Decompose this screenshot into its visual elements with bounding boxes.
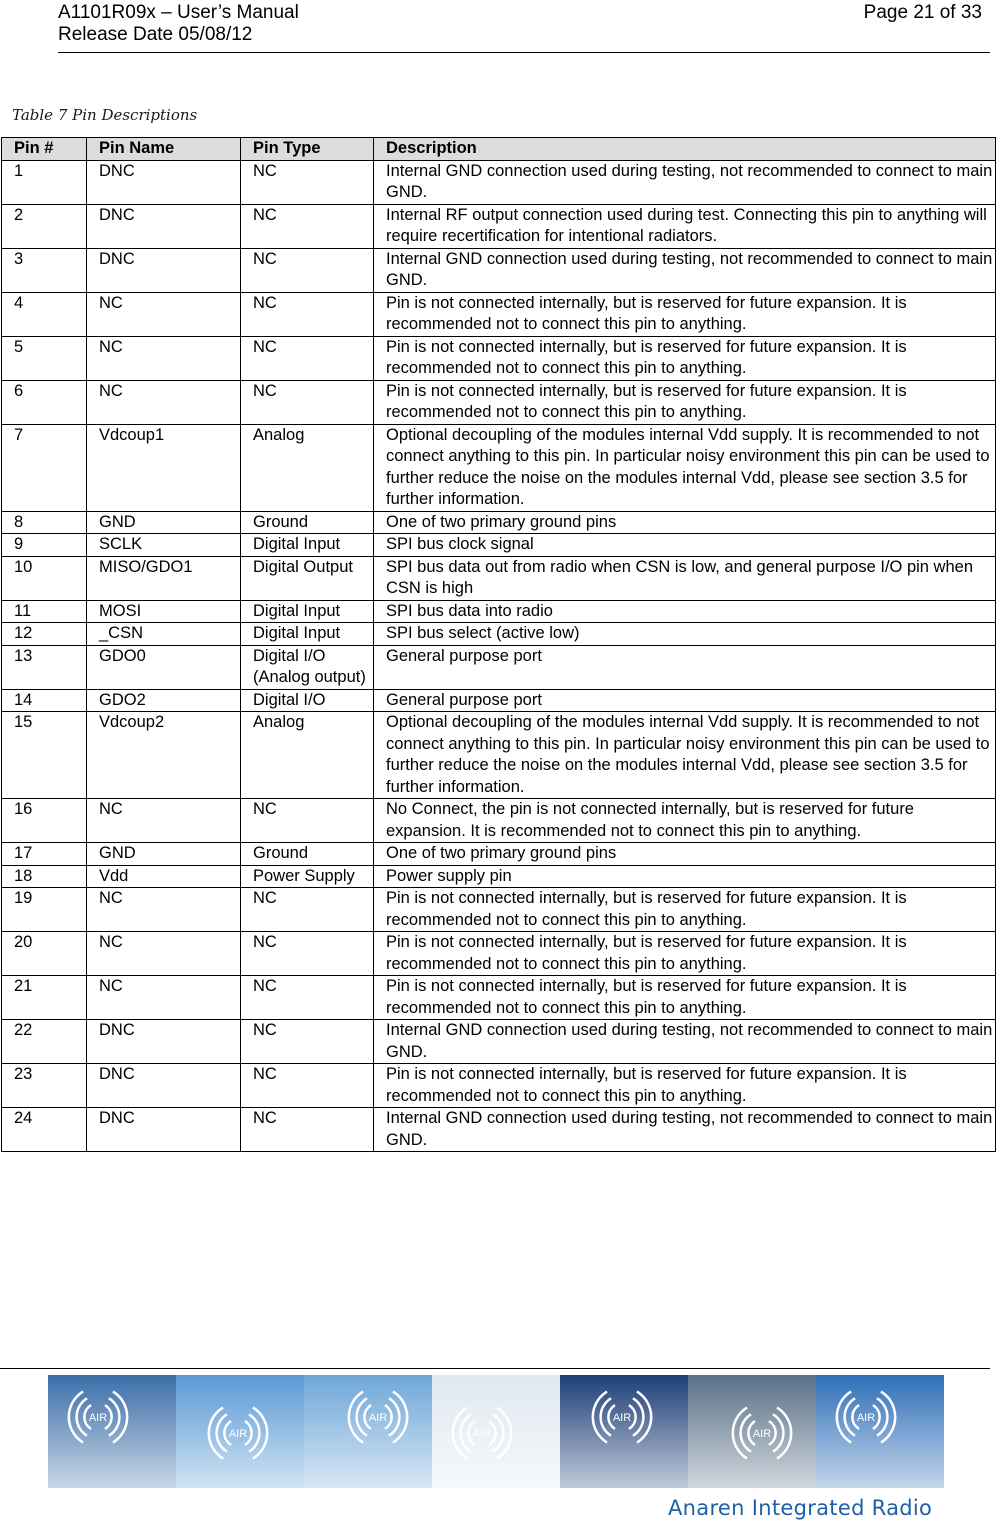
pin-type-cell: Analog — [241, 712, 374, 799]
footer-divider — [0, 1368, 990, 1369]
pin-name-cell: NC — [87, 799, 241, 843]
pin-name-cell: DNC — [87, 1020, 241, 1064]
pin-name-cell: NC — [87, 380, 241, 424]
pin-name-cell: DNC — [87, 1064, 241, 1108]
table-row — [2, 336, 996, 380]
description-cell: SPI bus clock signal — [374, 534, 996, 557]
description-cell: Optional decoupling of the modules internal Vdd supply. It is recommended to not connect anything to this pin. In particular noisy environment this pin can be used to further reduce the noise on the modules internal Vdd, please see section 3.5 for further information. — [374, 424, 996, 511]
table-body — [2, 160, 996, 1152]
banner-panel — [176, 1375, 304, 1488]
pin-name-cell: DNC — [87, 1108, 241, 1152]
pin-type-cell: NC — [241, 336, 374, 380]
pin-type-cell: NC — [241, 292, 374, 336]
pin-name-cell: DNC — [87, 160, 241, 204]
banner-panel — [48, 1375, 176, 1488]
description-cell: Pin is not connected internally, but is reserved for future expansion. It is recommended not to connect this pin to anything. — [374, 888, 996, 932]
air-badge-label: AIR — [368, 1412, 388, 1424]
air-badge-label: AIR — [228, 1428, 248, 1440]
pin-name-cell: Vdd — [87, 865, 241, 888]
pin-type-cell: NC — [241, 976, 374, 1020]
description-cell: Pin is not connected internally, but is reserved for future expansion. It is recommended not to connect this pin to anything. — [374, 976, 996, 1020]
table-row — [2, 932, 996, 976]
table-row — [2, 645, 996, 689]
pin-number-cell: 21 — [2, 976, 87, 1020]
pin-number-cell: 6 — [2, 380, 87, 424]
table-row — [2, 799, 996, 843]
air-signal-icon — [432, 1375, 560, 1488]
col-header-description: Description — [374, 138, 996, 161]
description-cell: Pin is not connected internally, but is reserved for future expansion. It is recommended not to connect this pin to anything. — [374, 932, 996, 976]
description-cell: Optional decoupling of the modules internal Vdd supply. It is recommended to not connect anything to this pin. In particular noisy environment this pin can be used to further reduce the noise on the modules internal Vdd, please see section 3.5 for further information. — [374, 712, 996, 799]
table-header-row — [2, 138, 996, 161]
description-cell: Power supply pin — [374, 865, 996, 888]
description-cell: SPI bus data into radio — [374, 600, 996, 623]
table-row — [2, 1108, 996, 1152]
air-signal-icon — [688, 1375, 816, 1488]
pin-number-cell: 13 — [2, 645, 87, 689]
pin-name-cell: NC — [87, 336, 241, 380]
pin-type-cell: Digital I/O (Analog output) — [241, 645, 374, 689]
table-row — [2, 248, 996, 292]
pin-number-cell: 18 — [2, 865, 87, 888]
banner-panel — [304, 1375, 432, 1488]
pin-type-cell: Digital I/O — [241, 689, 374, 712]
pin-type-cell: Digital Output — [241, 556, 374, 600]
description-cell: Pin is not connected internally, but is reserved for future expansion. It is recommended not to connect this pin to anything. — [374, 292, 996, 336]
description-cell: Pin is not connected internally, but is reserved for future expansion. It is recommended not to connect this pin to anything. — [374, 380, 996, 424]
table-row — [2, 424, 996, 511]
table-row — [2, 865, 996, 888]
description-cell: Pin is not connected internally, but is reserved for future expansion. It is recommended not to connect this pin to anything. — [374, 1064, 996, 1108]
description-cell: Internal GND connection used during testing, not recommended to connect to main GND. — [374, 248, 996, 292]
pin-type-cell: NC — [241, 888, 374, 932]
pin-number-cell: 16 — [2, 799, 87, 843]
table-row — [2, 843, 996, 866]
pin-type-cell: Power Supply — [241, 865, 374, 888]
pin-type-cell: NC — [241, 1108, 374, 1152]
pin-type-cell: NC — [241, 204, 374, 248]
table-row — [2, 600, 996, 623]
pin-type-cell: NC — [241, 160, 374, 204]
pin-type-cell: NC — [241, 1020, 374, 1064]
pin-type-cell: NC — [241, 248, 374, 292]
table-row — [2, 204, 996, 248]
pin-number-cell: 11 — [2, 600, 87, 623]
description-cell: Internal RF output connection used during test. Connecting this pin to anything will require recertification for intentional radiators. — [374, 204, 996, 248]
table-row — [2, 623, 996, 646]
table-row — [2, 888, 996, 932]
pin-type-cell: Digital Input — [241, 600, 374, 623]
air-signal-icon — [560, 1375, 688, 1488]
pin-name-cell: NC — [87, 292, 241, 336]
footer-banner — [48, 1375, 944, 1488]
pin-type-cell: NC — [241, 932, 374, 976]
col-header-pin-name: Pin Name — [87, 138, 241, 161]
pin-type-cell: Digital Input — [241, 534, 374, 557]
pin-name-cell: GND — [87, 843, 241, 866]
pin-number-cell: 19 — [2, 888, 87, 932]
pin-type-cell: Digital Input — [241, 623, 374, 646]
pin-number-cell: 10 — [2, 556, 87, 600]
table-row — [2, 1064, 996, 1108]
pin-number-cell: 24 — [2, 1108, 87, 1152]
table-row — [2, 1020, 996, 1064]
banner-panel — [432, 1375, 560, 1488]
pin-type-cell: NC — [241, 380, 374, 424]
pin-number-cell: 9 — [2, 534, 87, 557]
pin-type-cell: Analog — [241, 424, 374, 511]
pin-name-cell: SCLK — [87, 534, 241, 557]
table-row — [2, 160, 996, 204]
air-badge-label: AIR — [472, 1428, 492, 1440]
table-row — [2, 292, 996, 336]
description-cell: Internal GND connection used during testing, not recommended to connect to main GND. — [374, 1108, 996, 1152]
pin-number-cell: 3 — [2, 248, 87, 292]
pin-number-cell: 7 — [2, 424, 87, 511]
page-number: Page 21 of 33 — [863, 2, 982, 23]
description-cell: General purpose port — [374, 645, 996, 689]
pin-number-cell: 1 — [2, 160, 87, 204]
pin-name-cell: Vdcoup1 — [87, 424, 241, 511]
banner-panel — [816, 1375, 944, 1488]
table-row — [2, 712, 996, 799]
table-row — [2, 556, 996, 600]
pin-name-cell: NC — [87, 932, 241, 976]
pin-number-cell: 4 — [2, 292, 87, 336]
pin-number-cell: 14 — [2, 689, 87, 712]
pin-number-cell: 2 — [2, 204, 87, 248]
pin-name-cell: GND — [87, 511, 241, 534]
pin-number-cell: 23 — [2, 1064, 87, 1108]
description-cell: SPI bus select (active low) — [374, 623, 996, 646]
pin-number-cell: 8 — [2, 511, 87, 534]
table-caption: Table 7 Pin Descriptions — [12, 106, 198, 124]
pin-number-cell: 22 — [2, 1020, 87, 1064]
table-row — [2, 534, 996, 557]
pin-name-cell: Vdcoup2 — [87, 712, 241, 799]
pin-name-cell: _CSN — [87, 623, 241, 646]
pin-name-cell: DNC — [87, 248, 241, 292]
page-header — [58, 0, 990, 53]
description-cell: Pin is not connected internally, but is reserved for future expansion. It is recommended not to connect this pin to anything. — [374, 336, 996, 380]
pin-name-cell: NC — [87, 888, 241, 932]
release-date: Release Date 05/08/12 — [58, 24, 253, 45]
description-cell: One of two primary ground pins — [374, 511, 996, 534]
brand-name: Anaren Integrated Radio — [668, 1496, 933, 1520]
air-badge-label: AIR — [752, 1428, 772, 1440]
description-cell: Internal GND connection used during testing, not recommended to connect to main GND. — [374, 160, 996, 204]
banner-panel — [560, 1375, 688, 1488]
pin-descriptions-table — [1, 137, 996, 1152]
col-header-pin-number: Pin # — [2, 138, 87, 161]
air-signal-icon — [304, 1375, 432, 1488]
description-cell: Internal GND connection used during testing, not recommended to connect to main GND. — [374, 1020, 996, 1064]
air-signal-icon — [816, 1375, 944, 1488]
pin-number-cell: 15 — [2, 712, 87, 799]
table-row — [2, 689, 996, 712]
manual-title: A1101R09x – User’s Manual — [58, 2, 299, 23]
description-cell: One of two primary ground pins — [374, 843, 996, 866]
air-signal-icon — [48, 1375, 176, 1488]
pin-name-cell: MISO/GDO1 — [87, 556, 241, 600]
pin-type-cell: Ground — [241, 843, 374, 866]
pin-type-cell: NC — [241, 1064, 374, 1108]
air-badge-label: AIR — [88, 1412, 108, 1424]
banner-panel — [688, 1375, 816, 1488]
pin-name-cell: DNC — [87, 204, 241, 248]
pin-number-cell: 12 — [2, 623, 87, 646]
pin-name-cell: GDO0 — [87, 645, 241, 689]
header-left — [58, 2, 299, 46]
air-signal-icon — [176, 1375, 304, 1488]
table-row — [2, 511, 996, 534]
description-cell: SPI bus data out from radio when CSN is low, and general purpose I/O pin when CSN is high — [374, 556, 996, 600]
table-row — [2, 976, 996, 1020]
pin-name-cell: MOSI — [87, 600, 241, 623]
air-badge-label: AIR — [856, 1412, 876, 1424]
pin-number-cell: 5 — [2, 336, 87, 380]
table-row — [2, 380, 996, 424]
col-header-pin-type: Pin Type — [241, 138, 374, 161]
description-cell: General purpose port — [374, 689, 996, 712]
pin-type-cell: Ground — [241, 511, 374, 534]
pin-number-cell: 20 — [2, 932, 87, 976]
description-cell: No Connect, the pin is not connected internally, but is reserved for future expansion. It is recommended not to connect this pin to anything. — [374, 799, 996, 843]
pin-type-cell: NC — [241, 799, 374, 843]
pin-name-cell: GDO2 — [87, 689, 241, 712]
pin-number-cell: 17 — [2, 843, 87, 866]
air-badge-label: AIR — [612, 1412, 632, 1424]
pin-name-cell: NC — [87, 976, 241, 1020]
